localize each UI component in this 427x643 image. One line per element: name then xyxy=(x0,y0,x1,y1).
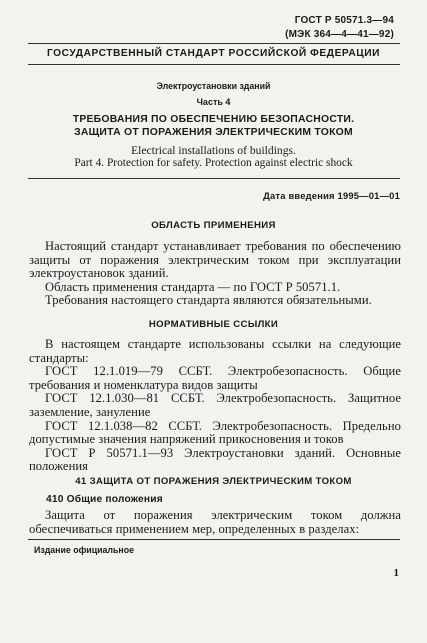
banner-title: ГОСУДАРСТВЕННЫЙ СТАНДАРТ РОССИЙСКОЙ ФЕДЕРАЦИИ xyxy=(46,48,381,59)
part-label: Часть 4 xyxy=(196,97,231,107)
effective-date: Дата введения 1995—01—01 xyxy=(263,190,400,201)
series-title: Электроустановки зданий xyxy=(156,81,271,91)
main-title-line2: ЗАЩИТА ОТ ПОРАЖЕНИЯ ЭЛЕКТРИЧЕСКИМ ТОКОМ xyxy=(74,127,353,138)
section-41-heading: 41 ЗАЩИТА ОТ ПОРАЖЕНИЯ ЭЛЕКТРИЧЕСКИМ ТОКОМ xyxy=(75,476,352,487)
standard-number: ГОСТ Р 50571.3—94 xyxy=(294,15,394,26)
references-intro: В настоящем стандарте использованы ссылки на следующие стандарты: xyxy=(29,337,401,365)
section-410-paragraph: Защита от поражения электрическим током должна обеспечиваться применением мер, определенных в разделах: xyxy=(29,508,401,536)
english-title-line2: Part 4. Protection for safety. Protection against electric shock xyxy=(74,157,353,169)
section-410-heading: 410 Общие положения xyxy=(46,494,163,505)
reference-item: ГОСТ Р 50571.1—93 Электроустановки зданий. Основные положения xyxy=(29,445,401,474)
scope-text xyxy=(29,240,401,308)
iec-reference: (МЭК 364—4—41—92) xyxy=(285,29,394,40)
main-title-line1: ТРЕБОВАНИЯ ПО ОБЕСПЕЧЕНИЮ БЕЗОПАСНОСТИ. xyxy=(72,114,355,125)
english-title-line1: Electrical installations of buildings. xyxy=(131,144,296,157)
references-heading: НОРМАТИВНЫЕ ССЫЛКИ xyxy=(148,319,279,330)
scope-paragraph-3: Требования настоящего стандарта являются обязательными. xyxy=(45,293,372,308)
references-text xyxy=(29,338,401,474)
footer-rule xyxy=(28,539,400,540)
edition-label: Издание официальное xyxy=(34,545,134,555)
page-number: 1 xyxy=(393,567,399,579)
reference-item: ГОСТ 12.1.038—82 ССБТ. Электробезопасность. Предельно допустимые значения напряжений прикосновения и токов xyxy=(29,418,401,447)
scope-paragraph-2: Область применения стандарта — по ГОСТ Р 50571.1. xyxy=(45,279,341,294)
scope-paragraph-1: Настоящий стандарт устанавливает требования по обеспечению защиты от поражения электрическим током при эксплуатации электроустановок зданий. xyxy=(29,239,401,281)
header-rule xyxy=(28,43,400,44)
section-410-text xyxy=(29,509,401,536)
reference-item: ГОСТ 12.1.030—81 ССБТ. Электробезопасность. Защитное заземление, зануление xyxy=(29,391,401,419)
scope-heading: ОБЛАСТЬ ПРИМЕНЕНИЯ xyxy=(151,220,276,231)
title-rule xyxy=(28,178,400,179)
reference-item: ГОСТ 12.1.019—79 ССБТ. Электробезопасность. Общие требования и номенклатура видов защиты xyxy=(29,364,401,392)
banner-rule xyxy=(28,64,400,65)
